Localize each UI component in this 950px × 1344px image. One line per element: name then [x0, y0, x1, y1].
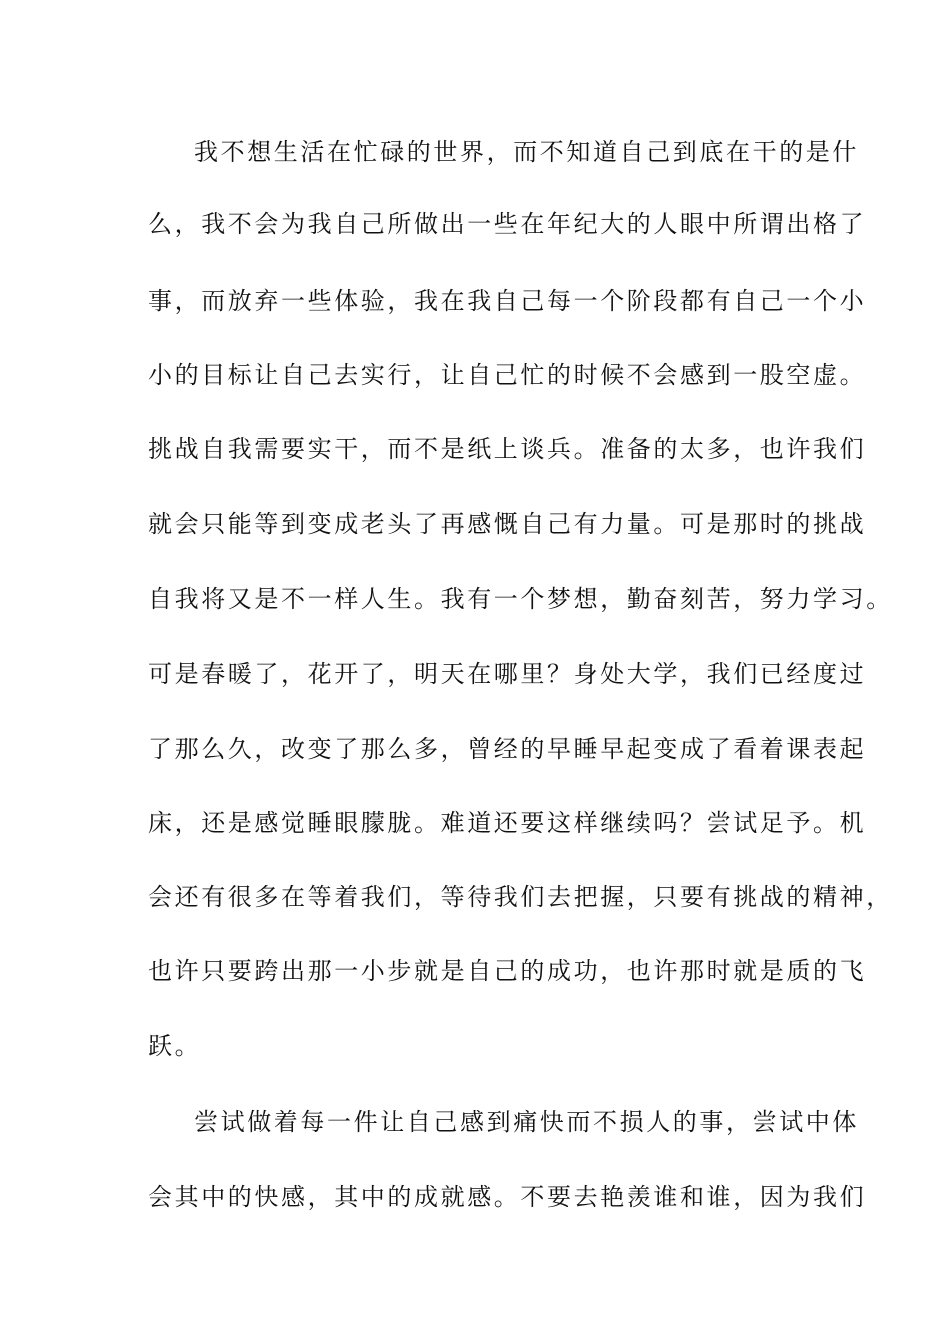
text-line: 事，而放弃一些体验，我在我自己每一个阶段都有自己一个小: [148, 287, 867, 315]
text-line: 可是春暖了，花开了，明天在哪里？身处大学，我们已经度过: [148, 660, 867, 688]
text-line: 挑战自我需要实干，而不是纸上谈兵。准备的太多，也许我们: [148, 435, 867, 463]
text-line: 也许只要跨出那一小步就是自己的成功，也许那时就是质的飞: [148, 957, 867, 985]
text-line: 么，我不会为我自己所做出一些在年纪大的人眼中所谓出格了: [148, 210, 867, 238]
text-line: 我不想生活在忙碌的世界，而不知道自己到底在干的是什: [194, 138, 859, 166]
text-line: 就会只能等到变成老头了再感慨自己有力量。可是那时的挑战: [148, 510, 867, 538]
text-line: 尝试做着每一件让自己感到痛快而不损人的事，尝试中体: [194, 1108, 859, 1136]
text-line: 跃。: [148, 1032, 202, 1060]
text-line: 小的目标让自己去实行，让自己忙的时候不会感到一股空虚。: [148, 361, 867, 389]
text-line: 会其中的快感，其中的成就感。不要去艳羡谁和谁，因为我们: [148, 1183, 867, 1211]
text-line: 了那么久，改变了那么多，曾经的早睡早起变成了看着课表起: [148, 735, 867, 763]
text-line: 会还有很多在等着我们，等待我们去把握，只要有挑战的精神，: [148, 883, 893, 911]
text-line: 自我将又是不一样人生。我有一个梦想，勤奋刻苦，努力学习。: [148, 585, 893, 613]
text-line: 床，还是感觉睡眼朦胧。难道还要这样继续吗？尝试足予。机: [148, 809, 867, 837]
